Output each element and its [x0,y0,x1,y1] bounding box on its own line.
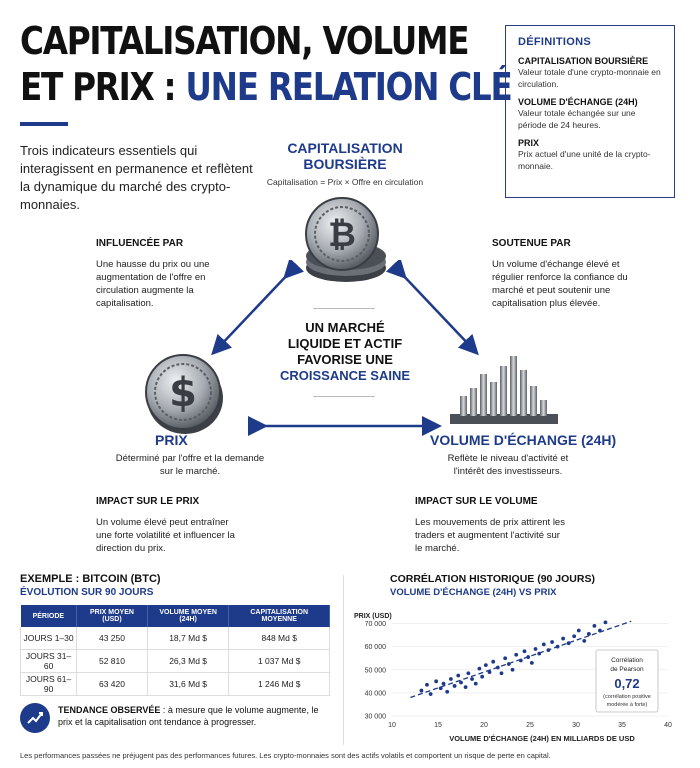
page-title [20,18,512,110]
table-cell: 26,3 Md $ [147,650,229,673]
table-cell: JOURS 61–90 [21,673,77,696]
title-line-2-start: ET PRIX : [20,65,186,109]
scatter-point [523,649,527,653]
volume-bars-icon [448,352,560,426]
definitions-box [505,25,675,198]
annotation-note-1: (corrélation positive [603,694,651,700]
table-row [21,650,330,673]
table-row [21,673,330,696]
dollar-coin-icon [143,352,227,434]
definition-desc: Valeur totale d'une crypto-monnaie en circulation. [518,67,661,89]
trend-rest: : à mesure que le volume augmente, le prix et la capitalisation ont tendance à progresser. [58,705,319,727]
definition-desc: Valeur totale échangée sur une période de 24 heures. [518,108,636,130]
scatter-point [593,624,597,628]
title-rule [20,122,68,126]
table-cell: 848 Md $ [229,627,330,650]
title-line-2-accent: UNE RELATION CLÉ [185,65,512,109]
scatter-point [561,637,565,641]
title-line-2 [20,64,512,110]
trend-bold: TENDANCE OBSERVÉE [58,705,161,715]
annotation-note-2: modérée à forte) [606,702,648,708]
y-tick-label: 50 000 [364,667,386,675]
table-cell: 1 246 Md $ [229,673,330,696]
scatter-point [478,667,482,671]
soutenue-label: SOUTENUE PAR [492,238,571,249]
table-cell: 31,6 Md $ [147,673,229,696]
center-line-3: FAVORISE UNE [297,352,393,367]
table-header: PRIX MOYEN (USD) [77,605,148,627]
table-row [21,627,330,650]
volume-title: VOLUME D'ÉCHANGE (24H) [430,432,617,448]
trend-chart-icon [20,703,50,733]
table-header: VOLUME MOYEN (24H) [147,605,229,627]
table-cell: 18,7 Md $ [147,627,229,650]
scatter-point [514,653,518,657]
scatter-point [534,647,538,651]
table-header: PÉRIODE [21,605,77,627]
table-cell: 1 037 Md $ [229,650,330,673]
definition-term: VOLUME D'ÉCHANGE (24H) [518,97,638,107]
x-tick-label: 15 [434,722,442,729]
definition-desc: Prix actuel d'une unité de la crypto-monnaie. [518,149,651,171]
volume-desc: Reflète le niveau d'activité et l'intérêt des investisseurs. [447,453,569,477]
scatter-point [582,639,586,643]
impact-volume-label: IMPACT SUR LE VOLUME [415,496,538,507]
capitalisation-title-line-1: CAPITALISATION [287,140,403,156]
scatter-point [429,692,433,696]
scatter-point [464,685,468,689]
annotation-value: 0,72 [614,676,640,691]
scatter-point [530,661,534,665]
center-line-2: LIQUIDE ET ACTIF [287,336,403,351]
dollar-symbol: $ [169,370,197,416]
chart-subtitle: VOLUME D'ÉCHANGE (24H) VS PRIX [390,587,557,598]
table-cell: 63 420 [77,673,148,696]
center-rule-bottom [313,396,375,397]
x-axis-label: VOLUME D'ÉCHANGE (24H) EN MILLIARDS DE USD [449,734,635,743]
table-cell: 52 810 [77,650,148,673]
x-tick-label: 35 [618,722,626,729]
center-line-1: UN MARCHÉ [305,320,385,335]
intro-text: Trois indicateurs essentiels qui interagissent en permanence et reflètent la dynamique du marché des crypto-monnaies. [20,143,253,212]
y-tick-label: 70 000 [364,621,386,629]
capitalisation-title-line-2: BOURSIÈRE [303,156,387,172]
x-tick-label: 20 [480,722,488,729]
title-line-1: CAPITALISATION, VOLUME [20,19,469,63]
impact-prix-text: Un volume élevé peut entraîner une forte volatilité et influencer la direction du prix. [96,517,235,554]
pearson-annotation [596,650,658,712]
scatter-point [503,656,507,660]
annotation-label-2: de Pearson [610,666,644,673]
x-tick-label: 25 [526,722,534,729]
scatter-point [453,684,457,688]
bitcoin-symbol: ₿ [328,215,356,255]
influencee-text: Une hausse du prix ou une augmentation de l'offre en circulation augmente la capitalisation. [96,259,210,309]
center-rule-top [313,308,375,309]
definition-term: CAPITALISATION BOURSIÈRE [518,56,649,66]
scatter-point [466,671,470,675]
footer-disclaimer: Les performances passées ne préjugent pas des performances futures. Les crypto-monnaies sont des actifs volatils et comportent un risque de perte en capital. [20,751,551,760]
scatter-point [484,663,488,667]
scatter-point [420,689,424,693]
table-cell: JOURS 31–60 [21,650,77,673]
x-tick-label: 40 [664,722,672,729]
table-header-row [21,605,330,627]
scatter-point [470,677,474,681]
scatter-point [449,677,453,681]
chart-title: CORRÉLATION HISTORIQUE (90 JOURS) [390,573,595,585]
scatter-point [480,675,484,679]
impact-volume-text: Les mouvements de prix attirent les traders et augmentent l'activité sur le marché. [415,517,565,554]
scatter-point [511,668,515,672]
definition-term: PRIX [518,138,540,148]
soutenue-text: Un volume d'échange élevé et régulier renforce la confiance du marché et peut soutenir une capitalisation plus élevée. [492,259,628,309]
center-line-4: CROISSANCE SAINE [279,368,411,383]
annotation-label-1: Corrélation [611,657,643,664]
trend-box [20,700,330,738]
capitalisation-formula: Capitalisation = Prix × Offre en circulation [266,177,424,187]
y-tick-label: 40 000 [364,690,386,698]
prix-desc: Déterminé par l'offre et la demande sur le marché. [115,453,265,477]
y-axis-label: PRIX (USD) [354,613,392,620]
example-title: EXEMPLE : BITCOIN (BTC) [20,573,161,585]
table-cell: JOURS 1–30 [21,627,77,650]
scatter-point [587,632,591,636]
trend-text [58,704,328,728]
prix-title: PRIX [155,432,188,448]
x-tick-label: 30 [572,722,580,729]
scatter-point [445,690,449,694]
section-divider [343,575,344,745]
scatter-point [474,682,478,686]
scatter-point [425,683,429,687]
y-tick-label: 60 000 [364,644,386,652]
table-cell: 43 250 [77,627,148,650]
definitions-heading: DÉFINITIONS [518,36,591,48]
impact-prix-label: IMPACT SUR LE PRIX [96,496,200,507]
scatter-point [456,674,460,678]
y-tick-label: 30 000 [364,713,386,721]
example-subtitle: ÉVOLUTION SUR 90 JOURS [20,587,154,598]
bitcoin-table [20,605,330,696]
scatter-point [542,642,546,646]
capitalisation-title [245,140,445,172]
center-message [270,320,420,384]
scatter-point [577,629,581,633]
x-tick-label: 10 [388,722,396,729]
scatter-point [604,621,608,625]
scatter-point [500,671,504,675]
table-header: CAPITALISATION MOYENNE [229,605,330,627]
scatter-point [550,640,554,644]
scatter-chart [350,600,690,746]
scatter-point [491,660,495,664]
x-ticks [388,722,672,729]
scatter-point [434,679,438,683]
scatter-points [420,621,608,696]
scatter-point [572,634,576,638]
influencee-label: INFLUENCÉE PAR [96,238,184,249]
